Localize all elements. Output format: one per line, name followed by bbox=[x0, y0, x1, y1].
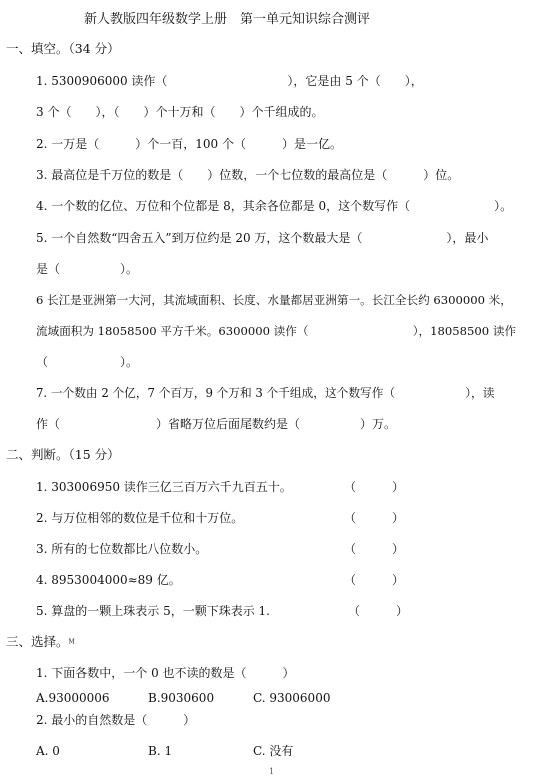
fill-question-7-line-2: 作（ ）省略万位后面尾数约是（ ）万。 bbox=[36, 417, 397, 431]
fill-question-3: 3. 最高位是千万位的数是（ ）位数，一个七位数的最高位是（ ）位。 bbox=[36, 168, 460, 182]
fill-question-7-line-1: 7. 一个数由 2 个亿，7 个百万，9 个万和 3 个千组成，这个数写作（ ），读 bbox=[36, 386, 495, 400]
fill-question-6-line-3: （ ）。 bbox=[36, 355, 139, 369]
judge-bracket-3: （ ） bbox=[344, 542, 405, 556]
judge-bracket-1: （ ） bbox=[344, 480, 405, 494]
fill-question-2: 2. 一万是（ ）个一百，100 个（ ）是一亿。 bbox=[36, 137, 342, 151]
choice-2-option-b: B. 1 bbox=[148, 744, 173, 758]
choice-2-option-c: C. 没有 bbox=[253, 744, 294, 758]
choice-2-option-a: A. 0 bbox=[36, 744, 60, 758]
choice-1-option-c: C. 93006000 bbox=[253, 691, 331, 705]
small-mark: Ⅿ bbox=[68, 638, 75, 646]
judge-item-1: 1. 303006950 读作三亿三百万六千九百五十。 bbox=[36, 480, 292, 494]
fill-question-4: 4. 一个数的亿位、万位和个位都是 8，其余各位都是 0，这个数写作（ ）。 bbox=[36, 199, 513, 213]
choice-1-option-a: A.93000006 bbox=[36, 691, 110, 705]
fill-question-1-line-1: 1. 5300906000 读作（ ），它是由 5 个（ ）， bbox=[36, 74, 423, 88]
section-heading-judge: 二、判断。（15 分） bbox=[6, 447, 120, 462]
fill-question-6-line-2: 流域面积为 18058500 平方千米。6300000 读作（ ），18058500 读作 bbox=[36, 324, 517, 338]
choice-1-option-b: B.9030600 bbox=[148, 691, 215, 705]
page-number: 1 bbox=[269, 767, 275, 776]
page-title: 新人教版四年级数学上册 第一单元知识综合测评 bbox=[84, 12, 371, 27]
fill-question-5-line-1: 5. 一个自然数“四舍五入”到万位约是 20 万，这个数最大是（ ），最小 bbox=[36, 231, 489, 245]
judge-item-5: 5. 算盘的一颗上珠表示 5，一颗下珠表示 1. bbox=[36, 604, 270, 618]
fill-question-1-line-2: 3 个（ ），（ ）个十万和（ ）个千组成的。 bbox=[36, 105, 324, 119]
section-heading-fill: 一、填空。（34 分） bbox=[6, 41, 120, 56]
fill-question-5-line-2: 是（ ）。 bbox=[36, 262, 139, 276]
judge-bracket-2: （ ） bbox=[344, 511, 405, 525]
section-heading-choice-text: 三、选择。 bbox=[6, 634, 69, 649]
choice-question-2: 2. 最小的自然数是（ ） bbox=[36, 713, 196, 727]
judge-item-4: 4. 8953004000≈89 亿。 bbox=[36, 573, 181, 587]
judge-bracket-4: （ ） bbox=[344, 573, 405, 587]
section-heading-choice bbox=[6, 634, 75, 651]
judge-item-2: 2. 与万位相邻的数位是千位和十万位。 bbox=[36, 511, 244, 525]
judge-bracket-5: （ ） bbox=[348, 604, 409, 618]
fill-question-6-line-1: 6 长江是亚洲第一大河，其流域面积、长度、水量都居亚洲第一。长江全长约 6300000 米， bbox=[36, 293, 512, 307]
choice-question-1: 1. 下面各数中，一个 0 也不读的数是（ ） bbox=[36, 666, 295, 680]
judge-item-3: 3. 所有的七位数都比八位数小。 bbox=[36, 542, 208, 556]
